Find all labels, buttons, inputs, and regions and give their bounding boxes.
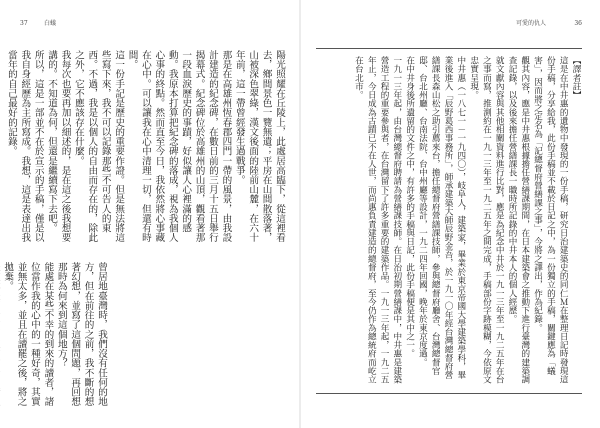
left-lower-paragraph-3 (0, 262, 1, 412)
left-page-body-lower (2, 262, 108, 412)
left-lower-paragraph-2: 能處在某些不幸的到來的讀者，諸位當作我的心中的一種好奇，其實並無太多，並且在讀罷之後，將之拋棄。 (2, 262, 54, 407)
left-page-number: 37 (20, 20, 28, 27)
left-paragraph-1: 陽光照耀在丘陵上，此處居高臨下，從這裡看去，鄉間景色一覽無遺；平房在山間散落著，山被深色翠綠，漢文後面的陸前山麓，在六十年前，這一帶曾經發生過戰爭。 (233, 50, 285, 243)
note-paragraph-5: 在中井身後所遺留的文件之中，有許多的手稿與日記，此份手稿便是其中之一。 (404, 56, 415, 358)
right-page (300, 0, 600, 428)
translator-note (320, 56, 582, 386)
left-paragraph-5: 所以，這是一部並不在於宣示的手稿，僅是以我自身經歷為主所寫成。我想，這是表達出我當年的自己最好的記錄。 (5, 50, 44, 243)
left-lower-paragraph-1: 曾居地臺灣時，我們沒有任何的地方，但在前往的之前，我不斷的想著幻想，並寫了這個問題，再回想那時為何來到這個地方？ (55, 262, 107, 407)
left-page-body-upper (5, 50, 286, 250)
right-page-running-title: 可愛的仇人 (515, 20, 546, 27)
left-page-running-title: 白蟻 (44, 20, 57, 27)
left-paragraph-2: 那是在高雄州恆春郡四門一帶的風景，由我設計建造的紀念碑，在數日前的三月十五日舉行揭幕式。紀念碑位於高雄州的山頂，觀看著那一段血淚歷史的事蹟，好似讓人心裡滿的感動。我原本打算把紀念碑的落成，視為我個人心事的終點。然而直至今日，我依然將心事藏在心中。可以讓我在心中清理一切，但還有時間。 (126, 50, 232, 243)
left-paragraph-4: 我每次也要再加以細述的，是在這之後我想要講的。不知道為何，但還是繼續寫下去吧。 (46, 50, 71, 243)
left-paragraph-3: 這一份手記是歷史的重要作證。但是無法將這些寫下來，我不可以記錄那些不可告人的東西。不過，我是以個人的自由而存在的，除此之外，它不應該存在什麼。 (72, 50, 125, 243)
translator-note-label: 【譯者註】 (571, 56, 581, 100)
note-paragraph-4: 中井惠（一八七一－一九四〇），岐阜人，建築家，畢業於東京帝國大學建築學科，畢業後進入「辰野葛西事務所」，師承建築大師辰野金吾，於一九一〇年經台灣總督府營繕課長森山松之助引薦來台，擔任總督府營繕課技師，參與總督府廳舍、台灣總督官邸、台北州廳、台南法院、台中州廳等設計，一九二四年回國，晚年於東京度過。 (417, 56, 466, 380)
note-paragraph-2: 觀其內容，應是中井惠根據擔任營繕課期間，在日本建築會之推動下進行臺灣的建築調查記錄，以及後來擔任營繕課長一職時所記錄的中井本人的個人經歷。 (507, 56, 530, 384)
note-paragraph-3: 就文獻內容與其他相關資料進行比對，應是為紀念中井於一九一三年至一九二五年在台之事而寫，推測約在一九一三年至一九二五年之間完成，手稿部份字跡模糊，今依原文忠實呈現。 (468, 56, 505, 384)
right-page-number: 36 (574, 20, 582, 27)
note-paragraph-1: 這是在中井惠的遺物中發現的一份手稿，研究日治建築史的同仁Ｍ在整理日記時發現這份手稿，分享給我，此份手稿並不載於日記之中，為一份獨立的手稿，關鍵應為「蟻害」，因而將之定名為「記總督府營繕課之事」，今將之譯出，作為紀錄。 (532, 56, 569, 384)
note-paragraph-6: 一九一三年起，由台灣總督府聘請為營繕課技師。在日治初期營繕課中，中井惠是建築營造工程的重要參與者，在台灣留下了許多重要的建築作品。一九一三年起，一九二五年止，今日成為古蹟已不在人世，而尚惠負責建造的總督府，至今仍作為總統府而屹立在台北市。 (353, 56, 402, 384)
